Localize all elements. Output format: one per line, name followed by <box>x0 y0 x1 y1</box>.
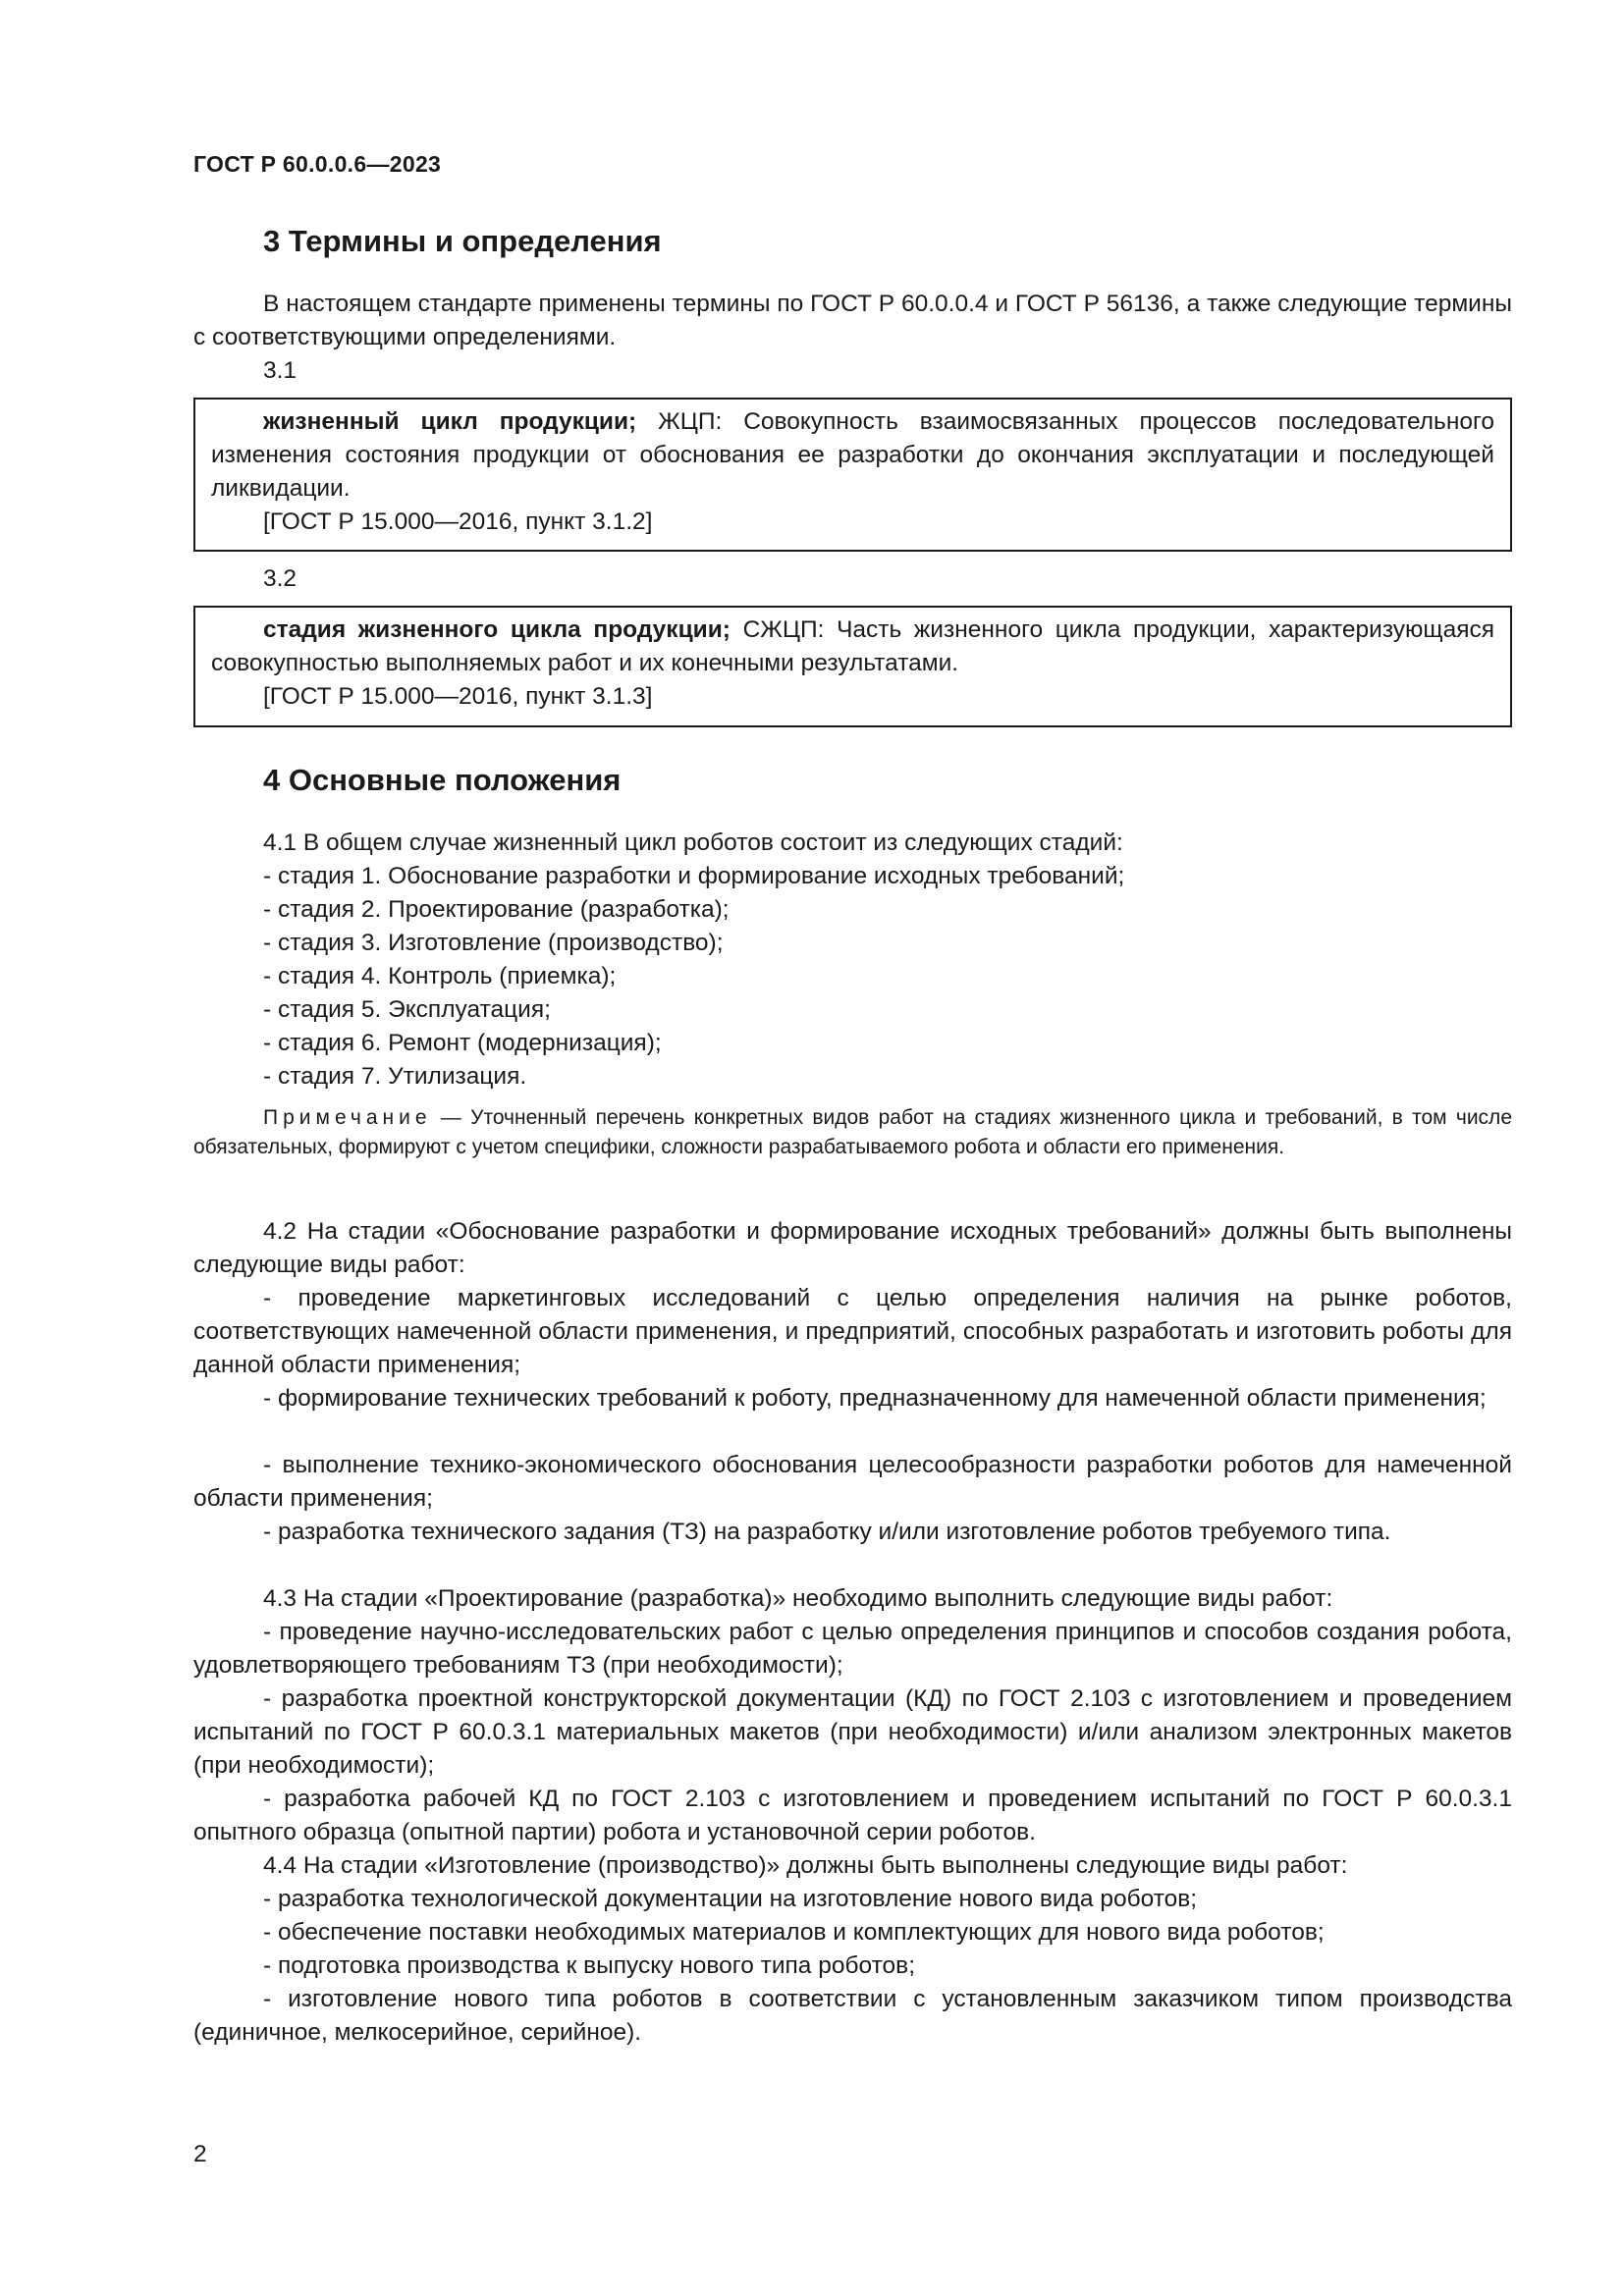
clause-4-2-item: - выполнение технико-экономического обоснования целесообразности разработки роботов для намеченной области применения; <box>193 1452 1512 1512</box>
note <box>193 1103 1512 1162</box>
document-header: ГОСТ Р 60.0.0.6—2023 <box>193 151 442 177</box>
clause-4-1: 4.1 В общем случае жизненный цикл роботов состоит из следующих стадий: <box>263 829 1123 856</box>
term-3-1-box <box>193 398 1512 552</box>
stage-item: - стадия 5. Эксплуатация; <box>263 996 551 1023</box>
stage-item: - стадия 7. Утилизация. <box>263 1063 527 1090</box>
stage-item: - стадия 3. Изготовление (производство); <box>263 930 724 956</box>
clause-4-2-item: - проведение маркетинговых исследований с целью определения наличия на рынке роботов, соответствующих намеченной области применения, и предприятий, способных разработать и изготовить роботы для данной области применения; <box>193 1285 1512 1378</box>
clause-4-3-item: - разработка рабочей КД по ГОСТ 2.103 с изготовлением и проведением испытаний по ГОСТ Р 60.0.3.1 опытного образца (опытной партии) робота и установочной серии роботов. <box>193 1786 1512 1845</box>
stage-item: - стадия 6. Ремонт (модернизация); <box>263 1030 662 1056</box>
term-3-1-text: ЖЦП: Совокупность взаимосвязанных процессов последовательного изменения состояния продукции от обоснования ее разработки до окончания эксплуатации и последующей ликвидации. <box>211 408 1494 502</box>
term-3-2-source: [ГОСТ Р 15.000—2016, пункт 3.1.3] <box>263 683 653 710</box>
clause-4-4: 4.4 На стадии «Изготовление (производство)» должны быть выполнены следующие виды работ: <box>263 1852 1348 1879</box>
term-3-2-box <box>193 606 1512 727</box>
clause-4-4-item: - изготовление нового типа роботов в соответствии с установленным заказчиком типом производства (единичное, мелкосерийное, серийное). <box>193 1986 1512 2046</box>
stage-item: - стадия 2. Проектирование (разработка); <box>263 896 730 923</box>
section-4-title: 4 Основные положения <box>263 763 622 797</box>
clause-4-2-item: - разработка технического задания (ТЗ) на разработку и/или изготовление роботов требуемого типа. <box>263 1519 1391 1545</box>
clause-4-3: 4.3 На стадии «Проектирование (разработка)» необходимо выполнить следующие виды работ: <box>263 1585 1333 1612</box>
term-3-1-source: [ГОСТ Р 15.000—2016, пункт 3.1.2] <box>263 508 653 535</box>
term-3-1-term: жизненный цикл продукции; <box>263 408 637 435</box>
term-3-2-number: 3.2 <box>263 565 298 592</box>
section-3-intro: В настоящем стандарте применены термины по ГОСТ Р 60.0.0.4 и ГОСТ Р 56136, а также следующие термины с соответствующими определениями. <box>193 291 1512 350</box>
clause-4-4-item: - обеспечение поставки необходимых материалов и комплектующих для нового вида роботов; <box>263 1919 1325 1946</box>
clause-4-3-item: - проведение научно-исследовательских работ с целью определения принципов и способов создания робота, удовлетворяющего требованиям ТЗ (при необходимости); <box>193 1619 1512 1679</box>
clause-4-4-item: - разработка технологической документации на изготовление нового вида роботов; <box>263 1886 1198 1912</box>
clause-4-4-item: - подготовка производства к выпуску нового типа роботов; <box>263 1952 916 1979</box>
clause-4-2: 4.2 На стадии «Обоснование разработки и формирование исходных требований» должны быть выполнены следующие виды работ: <box>193 1218 1512 1278</box>
note-text: — Уточненный перечень конкретных видов работ на стадиях жизненного цикла и требований, в том числе обязательных, формируют с учетом специфики, сложности разрабатываемого робота и области его применения. <box>193 1106 1512 1158</box>
term-3-2-definition <box>211 614 1494 680</box>
note-label: Примечание <box>263 1106 432 1129</box>
stage-item: - стадия 4. Контроль (приемка); <box>263 963 617 989</box>
term-3-2-text: СЖЦП: Часть жизненного цикла продукции, характеризующаяся совокупностью выполняемых работ и их конечными результатами. <box>211 616 1495 676</box>
term-3-1-number: 3.1 <box>263 357 298 384</box>
stage-item: - стадия 1. Обоснование разработки и формирование исходных требований; <box>263 863 1125 889</box>
section-3-title: 3 Термины и определения <box>263 224 662 258</box>
page-number: 2 <box>193 2141 207 2167</box>
clause-4-3-item: - разработка проектной конструкторской документации (КД) по ГОСТ 2.103 с изготовлением и проведением испытаний по ГОСТ Р 60.0.3.1 материальных макетов (при необходимости) и/или анализом электронных макетов (при необходимости); <box>193 1685 1512 1779</box>
term-3-2-term: стадия жизненного цикла продукции; <box>263 616 731 643</box>
term-3-1-definition <box>211 405 1494 506</box>
clause-4-2-item: - формирование технических требований к роботу, предназначенному для намеченной области применения; <box>263 1385 1487 1412</box>
